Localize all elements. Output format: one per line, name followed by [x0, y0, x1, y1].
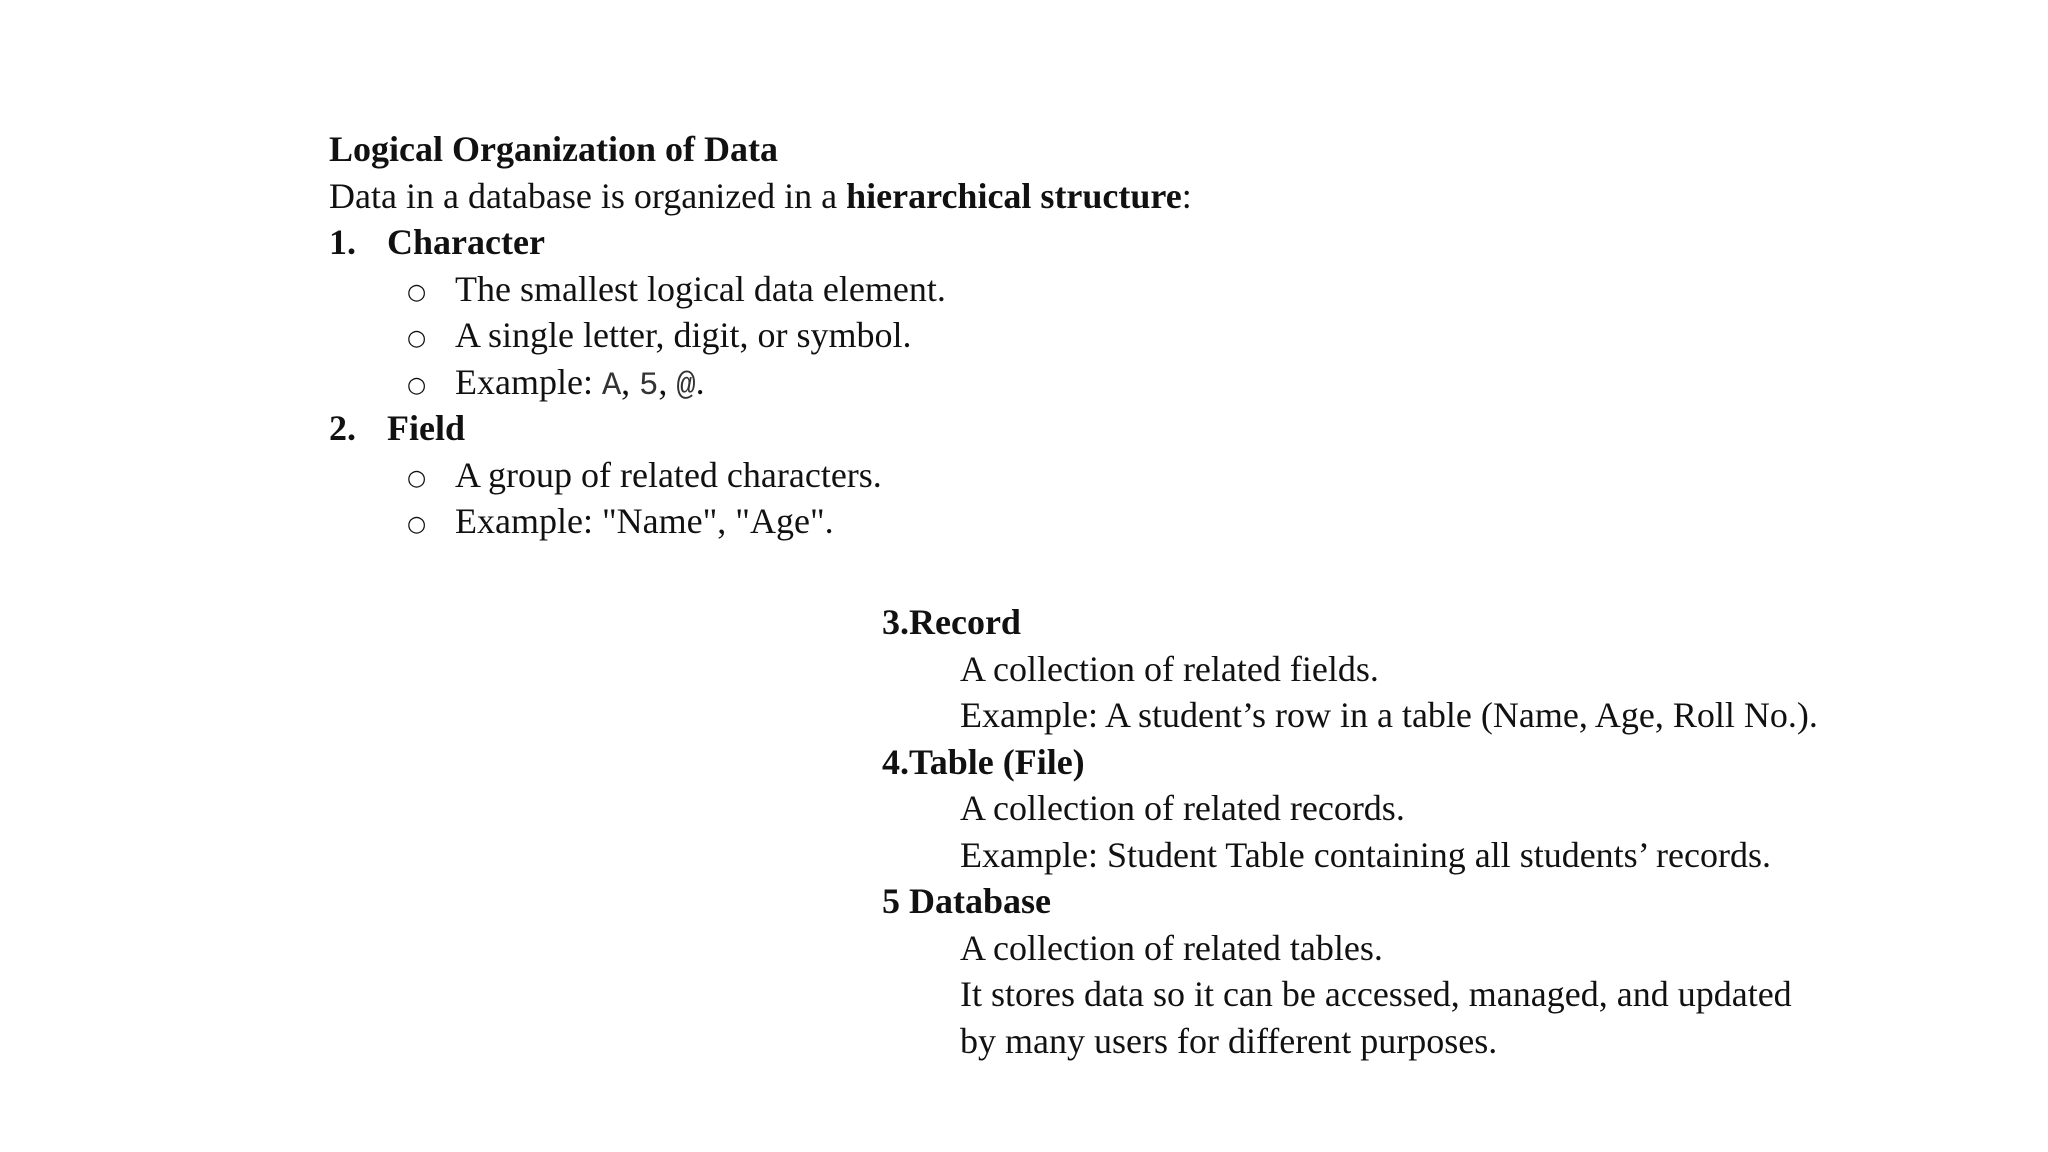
intro-suffix: :: [1181, 175, 1192, 216]
example-label: Example:: [455, 361, 602, 402]
item-text: A collection of related tables.: [960, 927, 1383, 968]
bullet-circle-icon: ○: [407, 372, 427, 398]
list-item-character: [329, 219, 1429, 266]
list-item-database: 5 Database: [882, 881, 1051, 921]
intro-line: [329, 173, 1429, 220]
item-text: It stores data so it can be accessed, managed, and updated: [960, 974, 1792, 1014]
item-text: by many users for different purposes.: [960, 1020, 1498, 1061]
bullet-circle-icon: ○: [407, 279, 427, 305]
left-column: [329, 126, 1429, 545]
item-text: Example: A student’s row in a table (Name, Age, Roll No.).: [960, 695, 1818, 735]
bullet-circle-icon: ○: [407, 326, 427, 351]
list-item-field: [329, 405, 1429, 452]
intro-emphasis: hierarchical structure: [846, 175, 1182, 216]
sub-item: [329, 266, 1429, 313]
example-separator: ,: [621, 361, 640, 402]
bullet-circle-icon: ○: [407, 465, 427, 491]
page-title: Logical Organization of Data: [329, 129, 778, 169]
list-item-record: 3.Record: [882, 602, 1021, 642]
item-number: 2.: [329, 408, 356, 448]
sub-item-text: A single letter, digit, or symbol.: [455, 315, 912, 355]
example-code: 5: [639, 366, 659, 404]
right-column: [882, 599, 1982, 1064]
item-text: Example: Student Table containing all students’ records.: [960, 834, 1771, 875]
sub-item: [329, 312, 1429, 359]
item-text: A collection of related fields.: [960, 648, 1379, 689]
intro-prefix: Data in a database is organized in a: [329, 175, 847, 216]
item-heading: Character: [387, 222, 545, 262]
example-code: @: [676, 366, 696, 404]
item-heading: Field: [387, 408, 465, 448]
list-item-table: 4.Table (File): [882, 741, 1085, 782]
sub-item-text: A group of related characters.: [455, 454, 882, 495]
sub-item-text: Example: "Name", "Age".: [455, 501, 834, 541]
example-code: A: [601, 366, 622, 404]
sub-item: [329, 452, 1429, 499]
example-separator: ,: [658, 361, 677, 402]
sub-item-text: The smallest logical data element.: [455, 268, 946, 309]
sub-item: [329, 498, 1429, 545]
example-end: .: [695, 361, 705, 402]
bullet-circle-icon: ○: [407, 512, 427, 537]
item-number: 1.: [329, 222, 356, 262]
item-text: A collection of related records.: [960, 788, 1405, 828]
sub-item-example: [329, 359, 1429, 406]
